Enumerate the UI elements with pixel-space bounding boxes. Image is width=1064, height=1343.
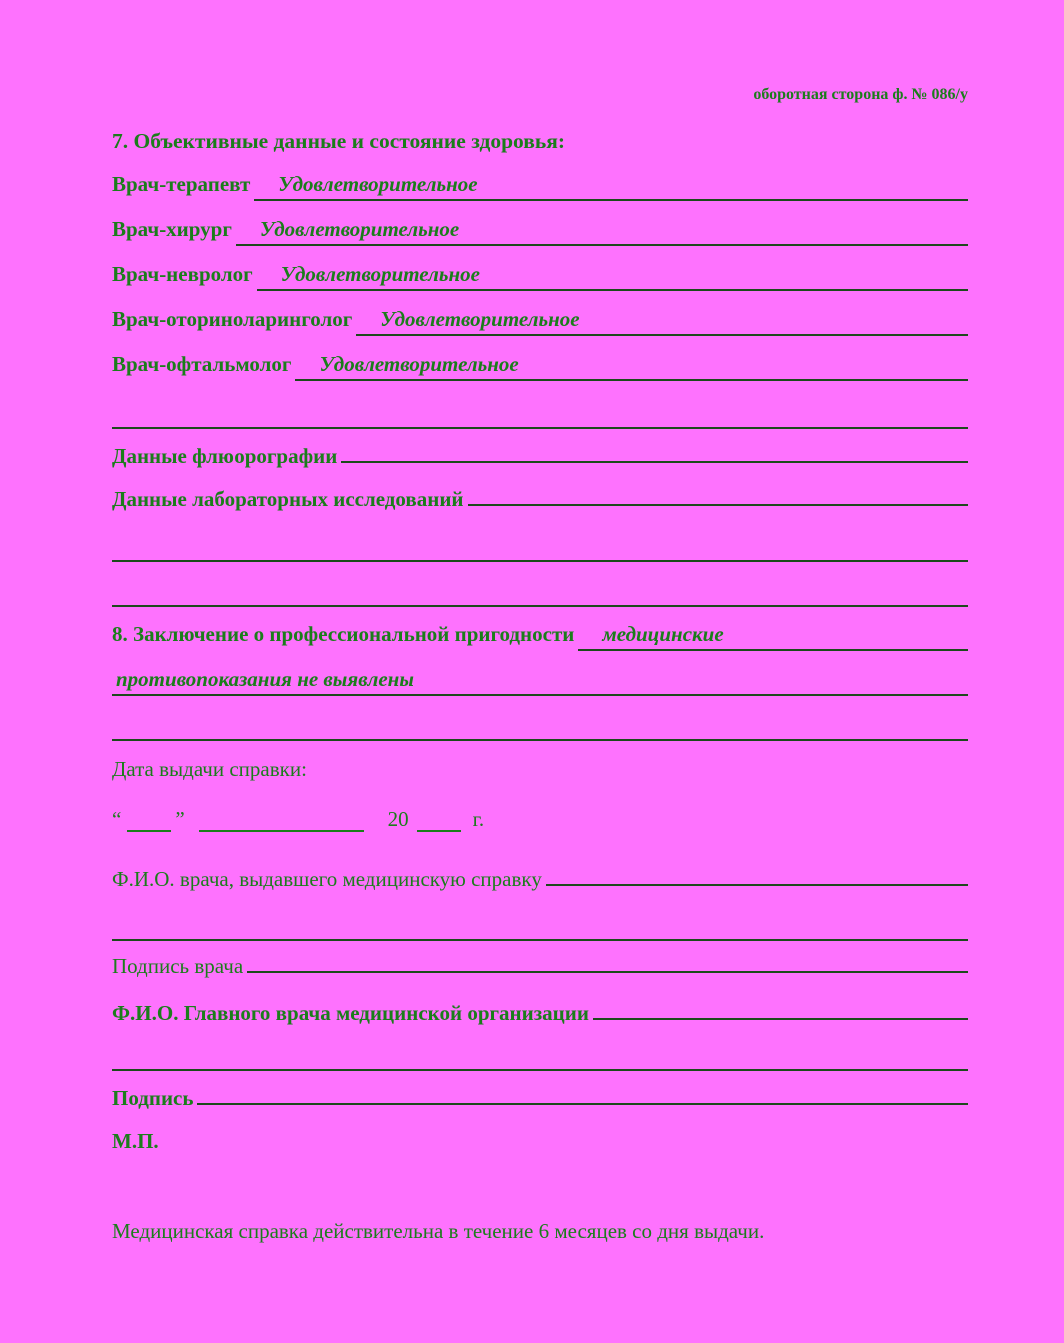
fluorography-row	[112, 441, 968, 471]
issue-date-label: Дата выдачи справки:	[112, 757, 307, 781]
conclusion-field-continuation[interactable]	[112, 664, 968, 696]
stamp-place-label: М.П.	[112, 1129, 159, 1153]
fluorography-field[interactable]	[341, 459, 968, 463]
doctor-result-field[interactable]	[356, 304, 968, 336]
chief-signature-field[interactable]	[197, 1101, 968, 1105]
section8-row	[112, 619, 968, 651]
doctor-row-ophthalmologist	[112, 349, 968, 381]
form-code-note: оборотная сторона ф. № 086/у	[753, 86, 968, 103]
doctor-result-value: Удовлетворительное	[278, 172, 478, 196]
doctor-result-field[interactable]	[295, 349, 968, 381]
doctor-row-surgeon	[112, 214, 968, 246]
conclusion-value-line1: медицинские	[602, 622, 724, 646]
doctor-result-value: Удовлетворительное	[259, 217, 460, 241]
day-field[interactable]	[127, 829, 171, 832]
chief-doctor-name-field[interactable]	[593, 1016, 968, 1020]
issuing-doctor-name-row	[112, 864, 968, 894]
month-field[interactable]	[199, 829, 364, 832]
lab-tests-label: Данные лабораторных исследований	[112, 487, 464, 511]
blank-write-in-line[interactable]	[112, 1069, 968, 1071]
doctor-row-neurologist	[112, 259, 968, 291]
chief-signature-row	[112, 1083, 968, 1113]
fluorography-label: Данные флюорографии	[112, 444, 338, 468]
conclusion-field[interactable]	[578, 619, 968, 651]
blank-write-in-line[interactable]	[112, 427, 968, 429]
doctor-result-value: Удовлетворительное	[280, 262, 480, 286]
year-field[interactable]	[417, 829, 461, 832]
doctor-result-value: Удовлетворительное	[319, 352, 519, 376]
blank-write-in-line[interactable]	[112, 560, 968, 562]
chief-signature-label: Подпись	[112, 1086, 194, 1110]
doctor-row-therapist	[112, 169, 968, 201]
section8-title: 8. Заключение о профессиональной пригодности	[112, 622, 575, 646]
issuing-doctor-name-label: Ф.И.О. врача, выдавшего медицинскую справку	[112, 867, 542, 891]
issuing-doctor-name-field[interactable]	[546, 882, 968, 886]
section7-title: 7. Объективные данные и состояние здоровья:	[112, 129, 566, 153]
doctor-result-field[interactable]	[257, 259, 968, 291]
conclusion-value-line2: противопоказания не выявлены	[116, 667, 414, 691]
quote-close: ”	[175, 807, 185, 831]
doctor-row-otolaryngologist	[112, 304, 968, 336]
year-suffix: г.	[472, 807, 485, 831]
issue-date-row	[112, 804, 968, 834]
doctor-signature-field[interactable]	[247, 969, 968, 973]
doctor-label: Врач-невролог	[112, 262, 253, 286]
blank-write-in-line[interactable]	[112, 605, 968, 607]
doctor-label: Врач-терапевт	[112, 172, 251, 196]
doctor-label: Врач-офтальмолог	[112, 352, 292, 376]
section8-continuation-row	[112, 664, 968, 696]
doctor-label: Врач-оториноларинголог	[112, 307, 353, 331]
doctor-result-field[interactable]	[254, 169, 968, 201]
chief-doctor-name-label: Ф.И.О. Главного врача медицинской организации	[112, 1001, 589, 1025]
blank-write-in-line[interactable]	[112, 739, 968, 741]
doctor-signature-row	[112, 951, 968, 981]
lab-tests-row	[112, 484, 968, 514]
validity-note: Медицинская справка действительна в течение 6 месяцев со дня выдачи.	[112, 1219, 765, 1243]
doctor-signature-label: Подпись врача	[112, 954, 244, 978]
doctor-label: Врач-хирург	[112, 217, 232, 241]
year-prefix: 20	[387, 807, 409, 831]
blank-write-in-line[interactable]	[112, 939, 968, 941]
quote-open: “	[112, 807, 122, 831]
doctor-result-value: Удовлетворительное	[380, 307, 580, 331]
chief-doctor-name-row	[112, 998, 968, 1028]
lab-tests-field[interactable]	[468, 502, 968, 506]
doctor-result-field[interactable]	[236, 214, 968, 246]
